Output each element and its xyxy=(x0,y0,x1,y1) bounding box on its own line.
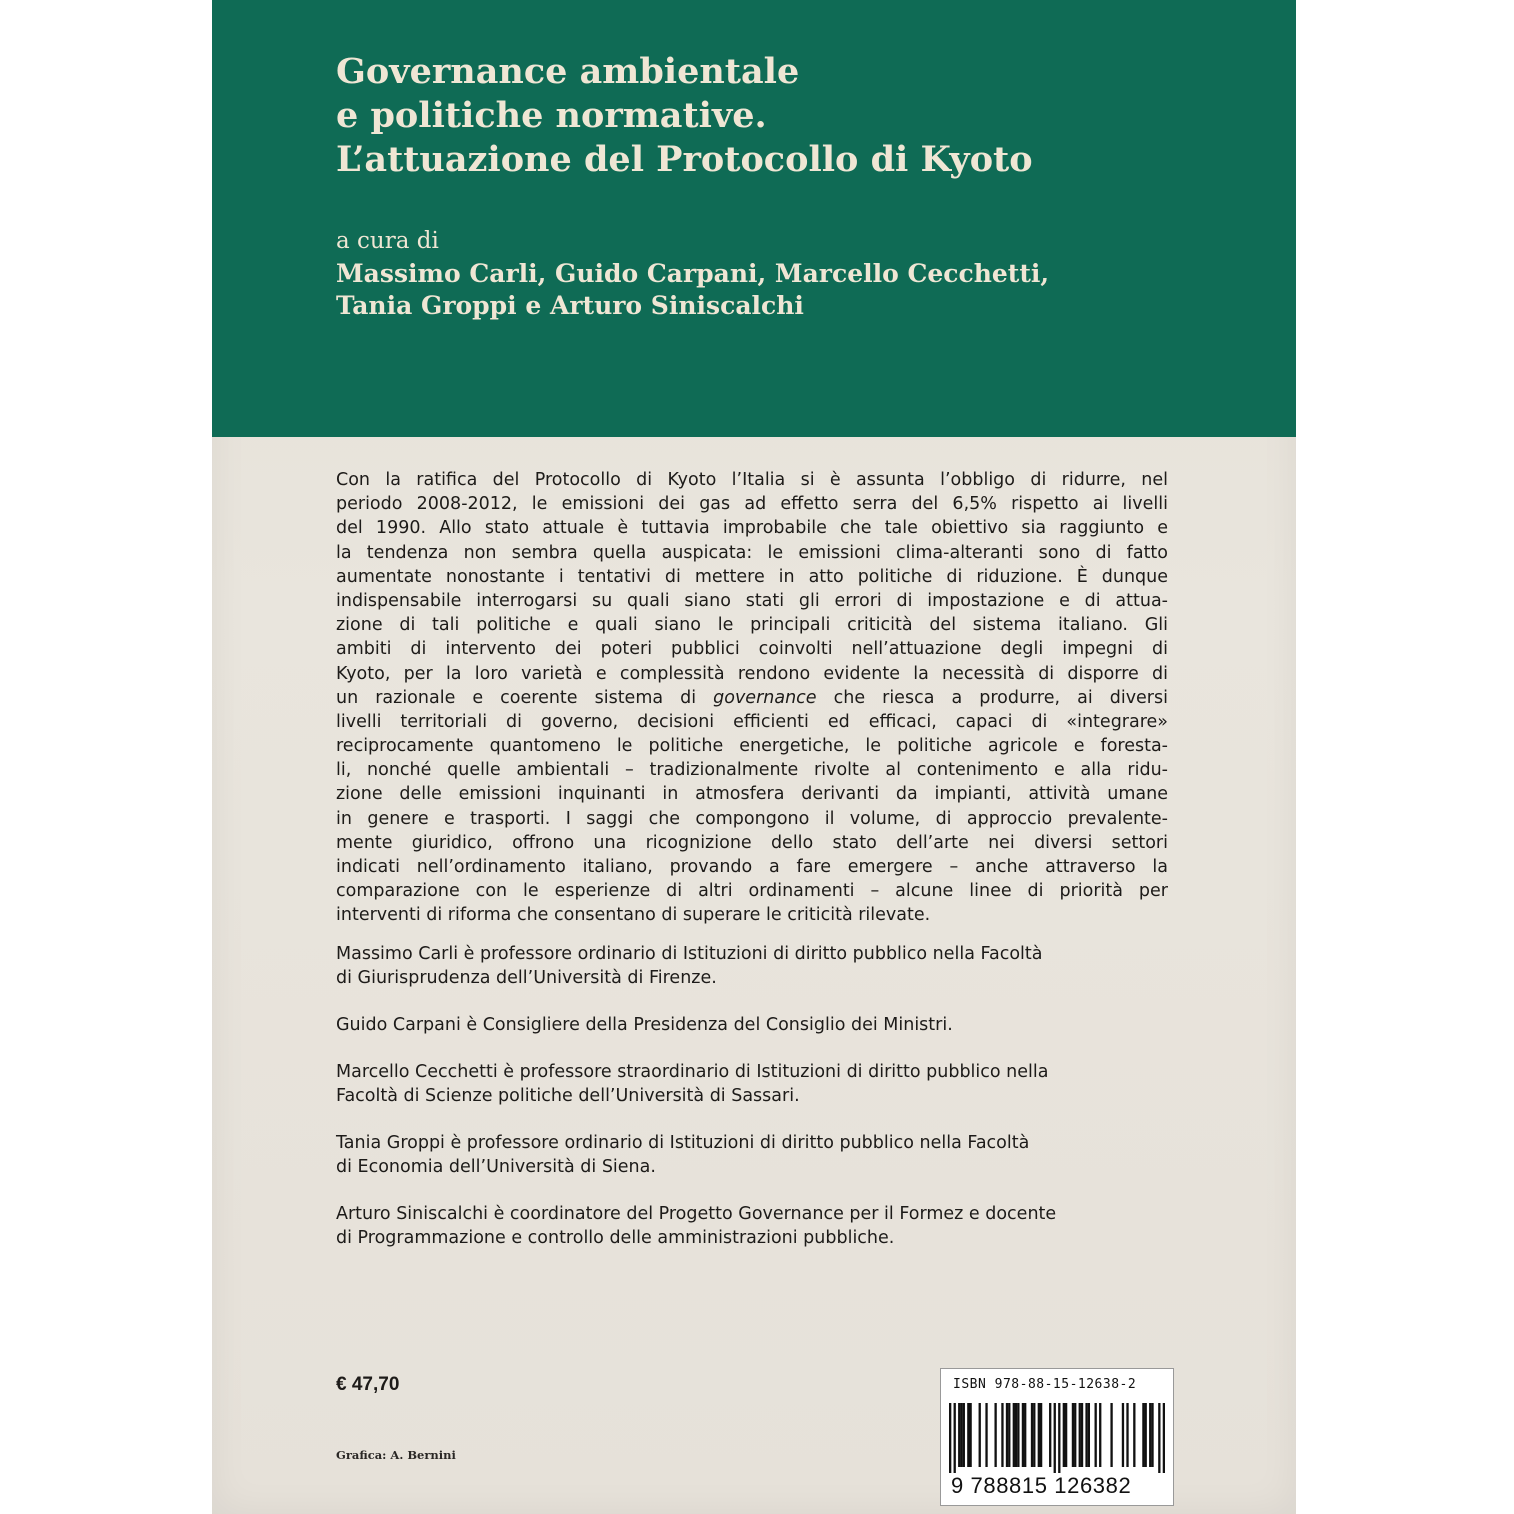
barcode-bars xyxy=(949,1403,1165,1473)
blurb-line: indicati nell’ordinamento italiano, provando a fare emergere – anche attraverso la xyxy=(336,857,1168,877)
barcode-bar xyxy=(979,1403,981,1467)
barcode-bar xyxy=(1163,1403,1165,1473)
barcode-bar xyxy=(1008,1403,1010,1467)
book-back-cover xyxy=(212,0,1296,1514)
title-line: Governance ambientale xyxy=(336,51,800,92)
blurb-line: ambiti di intervento dei poteri pubblici coinvolti nell’attuazione degli impegni di xyxy=(336,639,1168,660)
barcode-bar xyxy=(994,1403,996,1467)
title-line: L’attuazione del Protocollo di Kyoto xyxy=(336,139,1033,180)
blurb-line: mente giuridico, offrono una ricognizione dello stato dell’arte nei diversi settori xyxy=(336,832,1168,853)
bio-line: Massimo Carli è professore ordinario di Istituzioni di diritto pubblico nella Facoltà xyxy=(336,944,1043,964)
bio-line: Guido Carpani è Consigliere della Presidenza del Consiglio dei Ministri. xyxy=(336,1015,953,1035)
blurb-line: un razionale e coerente sistema di governance che riesca a produrre, ai diversi xyxy=(336,687,1168,708)
bio-massimo-carli xyxy=(336,942,1176,990)
barcode-bar xyxy=(960,1403,962,1467)
barcode-bar xyxy=(1145,1403,1147,1467)
barcode-bar xyxy=(1151,1403,1153,1467)
barcode-bar xyxy=(1033,1403,1035,1467)
blurb-line: la tendenza non sembra quella auspicata: le emissioni clima-alteranti sono di fatto xyxy=(336,542,1168,563)
barcode-bar xyxy=(1085,1403,1087,1467)
bio-line: Arturo Siniscalchi è coordinatore del Progetto Governance per il Formez e docente xyxy=(336,1204,1057,1224)
blurb-line: zione delle emissioni inquinanti in atmosfera derivanti da impianti, attività umane xyxy=(336,784,1168,805)
blurb-line: aumentate nonostante i tentativi di mettere in atto politiche di riduzione. È dunque xyxy=(336,566,1168,587)
barcode-bar xyxy=(1081,1403,1083,1467)
barcode-bar xyxy=(1049,1403,1051,1467)
blurb-paragraph xyxy=(336,468,1168,928)
bio-line: Tania Groppi è professore ordinario di Istituzioni di diritto pubblico nella Facoltà xyxy=(336,1133,1030,1153)
bio-line: Facoltà di Scienze politiche dell’Università di Sassari. xyxy=(336,1086,800,1107)
blurb-line: comparazione con le esperienze di altri ordinamenti – alcune linee di priorità per xyxy=(336,881,1168,902)
blurb-line: livelli territoriali di governo, decisioni efficienti ed efficaci, capaci di «integrare» xyxy=(336,711,1168,732)
editor-intro: a cura di xyxy=(336,228,439,254)
barcode-bar xyxy=(954,1403,956,1473)
barcode-bar xyxy=(1065,1403,1067,1467)
cover-header-band xyxy=(212,0,1296,437)
blurb-line: periodo 2008-2012, le emissioni dei gas ad effetto serra del 6,5% rispetto ai livelli xyxy=(336,494,1168,515)
barcode-bar xyxy=(1074,1403,1076,1467)
barcode-bar xyxy=(1142,1403,1144,1467)
barcode-bar xyxy=(969,1403,971,1467)
barcode-bar xyxy=(985,1403,987,1467)
bio-marcello-cecchetti xyxy=(336,1060,1176,1108)
barcode-bar xyxy=(1040,1403,1042,1467)
isbn-label: ISBN 978-88-15-12638-2 xyxy=(953,1377,1137,1392)
blurb-line: reciprocamente quantomeno le politiche energetiche, le politiche agricole e foresta- xyxy=(336,736,1168,757)
blurb-line: indispensabile interrogarsi su quali siano stati gli errori di impostazione e di attua- xyxy=(336,590,1168,611)
barcode-bar xyxy=(1122,1403,1124,1467)
barcode-digits: 9 788815 126382 xyxy=(951,1473,1132,1498)
barcode-bar xyxy=(949,1403,951,1473)
barcode-bar xyxy=(1024,1403,1026,1467)
barcode-bar xyxy=(967,1403,969,1467)
price-label: € 47,70 xyxy=(336,1374,400,1395)
graphics-credit: Grafica: A. Bernini xyxy=(336,1448,456,1462)
barcode-bar xyxy=(1099,1403,1101,1467)
barcode-bar xyxy=(1063,1403,1065,1467)
barcode-bar xyxy=(1017,1403,1019,1467)
bio-line: di Programmazione e controllo delle amministrazioni pubbliche. xyxy=(336,1228,895,1249)
barcode-bar xyxy=(1006,1403,1008,1467)
blurb-line: Con la ratifica del Protocollo di Kyoto l’Italia si è assunta l’obbligo di ridurre, nel xyxy=(336,470,1168,490)
bio-line: Marcello Cecchetti è professore straordinario di Istituzioni di diritto pubblico nella xyxy=(336,1062,1049,1082)
blurb-line: interventi di riforma che consentano di superare le criticità rilevate. xyxy=(336,905,931,926)
blurb-line: zione di tali politiche e quali siano le principali criticità del sistema italiano. Gli xyxy=(336,615,1168,636)
barcode-bar xyxy=(1158,1403,1160,1473)
barcode-bar xyxy=(1110,1403,1112,1467)
title-line: e politiche normative. xyxy=(336,95,767,136)
barcode-bar xyxy=(958,1403,960,1467)
barcode-bar xyxy=(963,1403,965,1467)
barcode-bar xyxy=(1013,1403,1015,1467)
barcode-bar xyxy=(1133,1403,1135,1467)
barcode-bar xyxy=(1031,1403,1033,1467)
editor-names xyxy=(336,258,1276,322)
barcode-bar xyxy=(1079,1403,1081,1467)
barcode-bar xyxy=(1022,1403,1024,1467)
barcode-bar xyxy=(1095,1403,1097,1467)
blurb-italic: governance xyxy=(713,687,817,708)
blurb-line: Kyoto, per la loro varietà e complessità rendono evidente la necessità di disporre di xyxy=(336,663,1168,684)
barcode-bar xyxy=(1001,1403,1003,1467)
book-title xyxy=(336,50,1236,182)
barcode-bar xyxy=(1038,1403,1040,1467)
barcode-bar xyxy=(1015,1403,1017,1467)
bio-guido-carpani xyxy=(336,1013,1176,1037)
bio-arturo-siniscalchi xyxy=(336,1202,1176,1250)
barcode-bar xyxy=(1058,1403,1060,1473)
bio-line: di Economia dell’Università di Siena. xyxy=(336,1157,656,1178)
editor-line: Tania Groppi e Arturo Siniscalchi xyxy=(336,291,804,320)
bio-line: di Giurisprudenza dell’Università di Firenze. xyxy=(336,968,717,989)
blurb-line: li, nonché quelle ambientali – tradizionalmente rivolte al contenimento e alla ridu- xyxy=(336,760,1168,781)
isbn-barcode xyxy=(940,1368,1174,1506)
barcode-bar xyxy=(1072,1403,1074,1467)
barcode-bar xyxy=(1054,1403,1056,1473)
blurb-line: in genere e trasporti. I saggi che compongono il volume, di approccio prevalente- xyxy=(336,808,1168,829)
blurb-line: del 1990. Allo stato attuale è tuttavia improbabile che tale obiettivo sia raggiunto e xyxy=(336,518,1168,539)
barcode-bar xyxy=(1088,1403,1090,1467)
editor-line: Massimo Carli, Guido Carpani, Marcello Cecchetti, xyxy=(336,259,1050,288)
barcode-bar xyxy=(1126,1403,1128,1467)
bio-tania-groppi xyxy=(336,1131,1176,1179)
barcode-bar xyxy=(1149,1403,1151,1467)
